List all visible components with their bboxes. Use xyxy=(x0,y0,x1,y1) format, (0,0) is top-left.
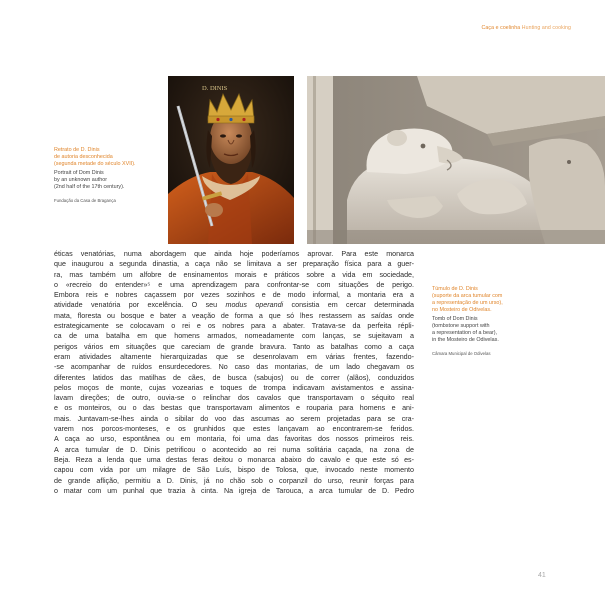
body-line: o matar com um punhal que trazia à cinta. Na igreja de Tarouca, a arca tumular de D. Pedro xyxy=(54,486,414,495)
body-line: mais. Juntavam-se-lhes ainda o sibilar do voo das ascumas ao serem projetadas para se cra- xyxy=(54,414,414,423)
tomb-photo xyxy=(307,76,605,244)
portrait-caption-en xyxy=(54,170,164,191)
portrait-label: D. DINIS xyxy=(202,85,228,92)
portrait-credit: Fundação da Casa de Bragança xyxy=(54,198,116,203)
body-line: lavam direções; de outro, ouvia-se o relinchar dos cavalos que transportavam o séquito real xyxy=(54,394,414,403)
body-line: mata, floresta ou bosque e bater a veação de forma a que só lhes restassem as saídas onde xyxy=(54,311,414,320)
tomb-caption xyxy=(432,286,552,357)
bear-statue-image xyxy=(307,76,605,244)
caption-line: Túmulo de D. Dinis xyxy=(432,286,478,292)
body-line: que inaugurou a segunda dinastia, a caça não se limitava a ser preparação física para a guer- xyxy=(54,260,414,269)
caption-line: (tombstone support with xyxy=(432,323,490,329)
body-line: atividade venatória por excelência. O seu modus operandi consistia em cercar determinada xyxy=(54,301,414,310)
caption-line: a representation of a bear), xyxy=(432,330,498,336)
portrait-caption-pt xyxy=(54,147,164,168)
caption-line: by an unknown author xyxy=(54,177,108,183)
running-head xyxy=(482,25,571,31)
body-line: perigos vários em situações que careciam de grande bravura. Tanto as batalhas como a caça xyxy=(54,342,414,351)
portrait-painting xyxy=(168,76,294,244)
caption-line: (suporte da arca tumular com xyxy=(432,293,503,299)
caption-line: Retrato de D. Dinis xyxy=(54,147,100,153)
body-line: varem nos porcos-monteses, e os grunhidos que estes lançavam ao encontrarem-se feridos. xyxy=(54,425,414,434)
body-line: éticas venatórias, numa abordagem que ainda hoje poderíamos aprovar. Para este monarca xyxy=(54,250,414,258)
body-line: Embora reis e nobres caçassem por vezes sozinhos e de modo informal, a montaria era a xyxy=(54,291,414,300)
caption-line: (segunda metade do século XVII). xyxy=(54,161,136,167)
caption-line: in the Mosteiro de Odivelas. xyxy=(432,337,499,343)
tomb-caption-en xyxy=(432,316,552,344)
body-line: Beja. Reza a lenda que uma destas feras deitou o monarca abaixo do cavalo e que este só es- xyxy=(54,455,414,464)
tomb-caption-pt xyxy=(432,286,552,314)
body-line: estrategicamente se colocavam o rei e os nobres para a abater. Tratava-se da perfeita répli- xyxy=(54,322,414,331)
caption-line: a representação de um urso), xyxy=(432,300,503,306)
tomb-credit: Câmara Municipal de Odivelas xyxy=(432,351,491,356)
body-line: ra, mas também um alfobre de ensinamentos morais e práticos sobre a vida em sociedade, xyxy=(54,270,414,279)
body-line: pelos moços de monte, cujas vozearias e toques de trompa indicavam avistamentos e assina- xyxy=(54,383,414,392)
caption-line: Tomb of Dom Dinis xyxy=(432,316,478,322)
body-line: A caça ao urso, espontânea ou em montaria, foi uma das favoritas dos nossos primeiros reis. xyxy=(54,435,414,444)
body-line: A arca tumular de D. Dinis petrificou o acontecido ao rei numa solitária caçada, na zona de xyxy=(54,445,414,454)
portrait-caption xyxy=(54,147,164,204)
body-line: capou com vida por um milagre de São Luís, bispo de Tolosa, que, invocado neste momento xyxy=(54,466,414,475)
caption-line: Portrait of Dom Dinis xyxy=(54,170,104,176)
caption-line: (2nd half of the 17th century). xyxy=(54,184,125,190)
body-line: ca de uma batalha em que homens armados, nomeadamente com lanças, se sujeitavam a xyxy=(54,332,414,341)
caption-line: no Mosteiro de Odivelas. xyxy=(432,307,492,313)
body-line: eram atividades altamente hierarquizadas que se desenrolavam em várias frentes, fazendo- xyxy=(54,352,414,361)
body-line: o «recreio do entender»⁵ e uma aprendizagem para confrontar-se com situações de perigo. xyxy=(54,280,414,289)
body-line: diferentes latidos das matilhas de cães, de busca (sabujos) ou de correr (alãos), conduzidos xyxy=(54,373,414,382)
body-line: e os monteiros, ou o das bestas que transportavam alimentos e rouparia para homens e ani- xyxy=(54,404,414,413)
page-number: 41 xyxy=(538,572,546,579)
body-line: de grande aflição, permitiu a D. Dinis, já no chão sob o corpanzil do urso, reunir forças para xyxy=(54,476,414,485)
caption-line: de autoria desconhecida xyxy=(54,154,113,160)
running-head-en: Hunting and cooking xyxy=(521,25,571,31)
running-head-pt: Caça e coelinha xyxy=(481,25,521,31)
portrait-image xyxy=(168,76,294,244)
body-text xyxy=(54,249,414,496)
body-line: -se acompanhar de ruídos ensurdecedores. No caso das montarias, de um lado chegavam os xyxy=(54,363,414,372)
